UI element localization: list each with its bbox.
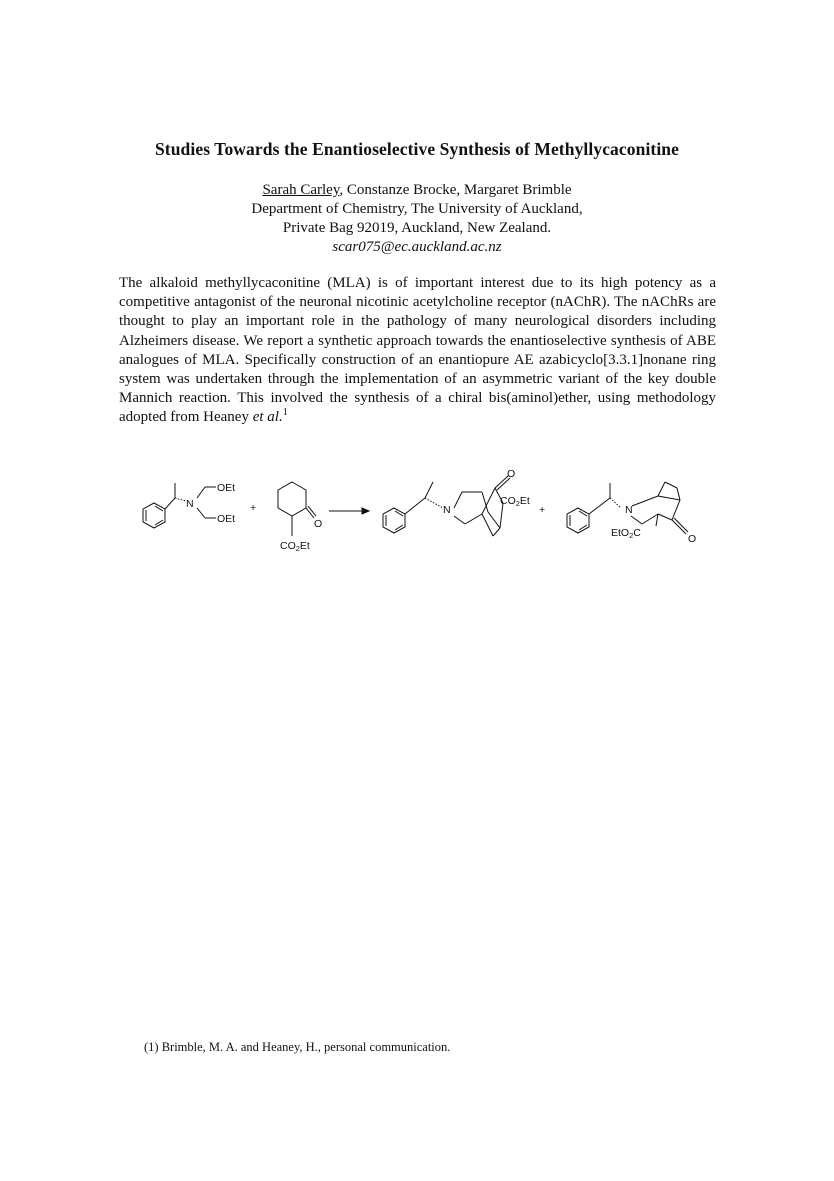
bis-aminol-ether-structure bbox=[143, 483, 216, 528]
n-label-2: N bbox=[443, 504, 451, 516]
ester-label-1: CO2Et bbox=[280, 540, 310, 553]
abstract-text: The alkaloid methyllycaconitine (MLA) is of important interest due to its high potency as a competitive antagonist of the neuronal nicotinic acetylcholine receptor (nAChR). The nAChRs are thought to play an important role in the pathology of many neurological disorders including Alzheimers disease. We report a synthetic approach towards the enantioselective synthesis of ABE analogues of MLA. Specifically construction of an enantiopure AE azabicyclo[3.3.1]nonane ring system was undertaken through the implementation of an asymmetric variant of the key double Mannich reaction. This involved the synthesis of a chiral bis(aminol)ether, using methodology adopted from Heaney bbox=[119, 275, 716, 426]
n-label-3: N bbox=[625, 504, 633, 516]
author-email: scar075@ec.auckland.ac.nz bbox=[332, 239, 502, 255]
keto-ester-structure bbox=[278, 482, 316, 536]
ester-label-3: EtO2C bbox=[611, 527, 641, 540]
affiliation-line-1: Department of Chemistry, The University of Auckland, bbox=[251, 201, 583, 217]
reaction-scheme bbox=[110, 468, 710, 563]
affiliation-line-2: Private Bag 92019, Auckland, New Zealand. bbox=[282, 220, 552, 236]
co-authors: , Constanze Brocke, Margaret Brimble bbox=[339, 182, 572, 198]
author-line bbox=[0, 181, 834, 200]
paper-title: Studies Towards the Enantioselective Synthesis of Methyllycaconitine bbox=[154, 139, 680, 159]
author-block bbox=[0, 181, 834, 257]
oet-label-bottom: OEt bbox=[217, 513, 236, 525]
footnote-reference: (1) Brimble, M. A. and Heaney, H., personal communication. bbox=[144, 1040, 451, 1054]
ester-label-2: CO2Et bbox=[500, 495, 530, 508]
presenting-author: Sarah Carley bbox=[262, 182, 340, 198]
plus-sign-1: + bbox=[250, 502, 257, 514]
abstract-paragraph bbox=[119, 274, 716, 428]
plus-sign-2: + bbox=[539, 504, 546, 516]
o-label-3: O bbox=[688, 533, 697, 545]
reaction-arrow bbox=[329, 508, 369, 514]
o-label-2: O bbox=[507, 468, 516, 480]
cyclohexanone-ring bbox=[278, 482, 306, 516]
oet-label-top: OEt bbox=[217, 482, 236, 494]
o-label-1: O bbox=[314, 518, 323, 530]
n-label-1: N bbox=[186, 498, 194, 510]
abstract-et-al: et al. bbox=[252, 409, 283, 426]
reference-marker: 1 bbox=[282, 407, 288, 419]
